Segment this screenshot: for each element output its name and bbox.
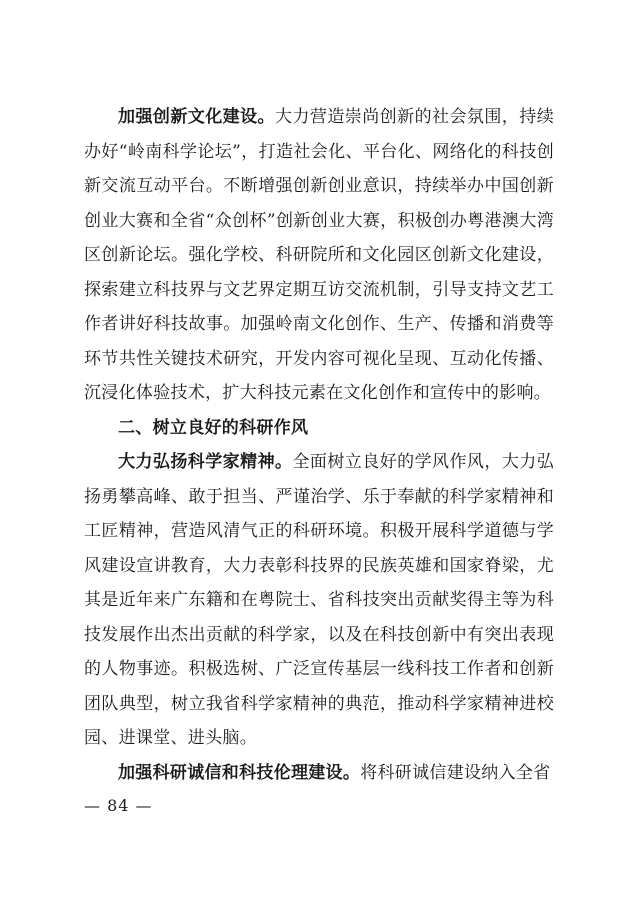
paragraph-body: 全面树立良好的学风作风，大力弘扬勇攀高峰、敢于担当、严谨治学、乐于奉献的科学家精神和工匠精神，营造风清气正的科研环境。积极开展科学道德与学风建设宣讲教育，大力表彰科技界的民族英雄和国家脊梁，尤其是近年来广东籍和在粤院士、省科技突出贡献奖得主等为科技发展作出杰出贡献的科学家，以及在科技创新中有突出表现的人物事迹。积极选树、广泛宣传基层一线科技工作者和创新团队典型，树立我省科学家精神的典范，推动科学家精神进校园、进课堂、进头脑。 [84, 452, 555, 748]
paragraph-lead: 大力弘扬科学家精神。 [118, 452, 293, 472]
paragraph-body: 大力营造崇尚创新的社会氛围，持续办好“岭南科学论坛”，打造社会化、平台化、网络化的科技创新交流互动平台。不断增强创新创业意识，持续举办中国创新创业大赛和全省“众创杯”创新创业大赛，积极创办粤港澳大湾区创新论坛。强化学校、科研院所和文化园区创新文化建设，探索建立科技界与文艺界定期互访交流机制，引导支持文艺工作者讲好科技故事。加强岭南文化创作、生产、传播和消费等环节共性关键技术研究，开发内容可视化呈现、互动化传播、沉浸化体验技术，扩大科技元素在文化创作和宣传中的影响。 [84, 107, 554, 403]
paragraph-scientist-spirit [84, 445, 554, 756]
page-number: — 84 — [84, 796, 153, 815]
paragraph-body: 将科研诚信建设纳入全省 [360, 762, 551, 783]
paragraph-innovation-culture [84, 100, 554, 411]
paragraph-lead: 加强科研诚信和科技伦理建设。 [118, 762, 361, 783]
paragraph-lead: 加强创新文化建设。 [118, 107, 276, 127]
document-body [84, 100, 554, 790]
paragraph-research-integrity [84, 756, 554, 791]
section-heading: 二、树立良好的科研作风 [118, 417, 309, 438]
